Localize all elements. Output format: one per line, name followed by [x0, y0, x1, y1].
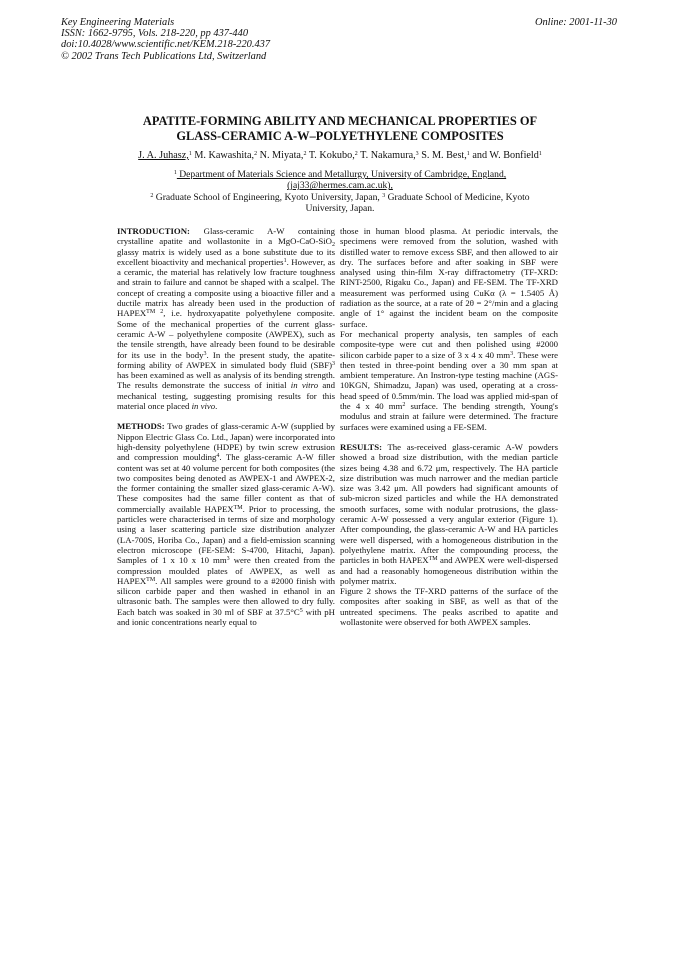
affiliation-kyoto-cont: University, Japan. [305, 203, 375, 215]
body-text: . Prior to processing, the particles were characterised in terms of size and morphology using a laser scattering particle size distribution analyzer (LA-700S, Horiba Co., Japan) and a field-emission scanning electron microscope (FE-SEM: S-4700, Hitachi, Japan). Samples of 1 x 10 x 10 mm [117, 503, 335, 566]
affil-kyoto-med-text: Graduate School of Medicine, Kyoto [385, 191, 530, 203]
author-kokubo: T. Kokubo, [306, 150, 355, 161]
body-text: . All samples were ground to a #2000 finish with silicon carbide paper and then washed in ethanol in an ultrasonic bath. The samples were then allowed to dry fully. Each batch was soaked in 30 ml of SBF at 37.5°C [117, 575, 335, 617]
copyright-line: © 2002 Trans Tech Publications Ltd, Switzerland [61, 50, 267, 62]
journal-header [61, 17, 617, 62]
body-text: and AWPEX were well-dispersed and had a reasonably homogeneous distribution within the polymer matrix. [340, 555, 558, 586]
body-text: . The glass-ceramic A-W filler content was set at 40 volume percent for both composites (the two composites being denoted as AWPEX-1 and AWPEX-2, the former containing the smaller sized glass-ceramic A-W). These composites had the same filler content as that of commercially available HAPEX [117, 452, 335, 514]
italic-term: in vivo [191, 401, 216, 412]
body-text: with pH and ionic concentrations nearly equal to [117, 606, 335, 627]
left-column [117, 226, 335, 627]
body-text: and mechanical testing, suggesting promising results for this material once placed [117, 380, 335, 412]
affiliation-cambridge [110, 169, 570, 180]
results-figure-paragraph: Figure 2 shows the TF-XRD patterns of the surface of the composites after soaking in SBF, as well as that of the untreated specimens. The peaks ascribed to apatite and wollastonite were observed for both AWPEX samples. [340, 586, 558, 627]
online-date: Online: 2001-11-30 [534, 17, 617, 28]
author-bonfield: and W. Bonfield [469, 150, 539, 161]
author-kawashita: M. Kawashita, [191, 150, 255, 161]
journal-name: Key Engineering Materials [61, 17, 175, 28]
body-text: , i.e. hydroxyapatite polyethylene composite. Some of the mechanical properties of the current glass-ceramic A-W – polyethylene composite (AWPEX), such as the tensile strength, have already been found to be desirable for its use in the body [117, 308, 335, 360]
author-affil-mark: 1 [538, 151, 542, 157]
body-text: Two grades of glass-ceramic A-W (supplied by Nippon Electric Glass Co. Ltd., Japan) were incorporated into high-density polyethylene (HDPE) by twin screw extrusion and compression moulding [117, 421, 335, 463]
affil-mark: 1 [173, 170, 177, 176]
superscript: 3 [226, 556, 230, 563]
body-text: . However, as a ceramic, the material has relatively low fracture toughness and strain to failure and cannot be shaped with a scalpel. The concept of creating a composite using a bioactive filler and a ductile matrix has already been used in the production of HAPEX [117, 256, 335, 319]
reference-mark: 3 [203, 350, 207, 357]
trademark-mark: TM [428, 556, 438, 563]
superscript: 3 [510, 350, 514, 357]
title-line-2: GLASS-CERAMIC A-W–POLYETHYLENE COMPOSITES [176, 129, 504, 143]
author-affil-mark: 2 [303, 151, 307, 157]
author-affil-mark: 3 [415, 151, 419, 157]
email-link[interactable]: (jaj33@hermes.cam.ac.uk), [287, 180, 393, 192]
author-juhasz: J. A. Juhasz, [138, 150, 189, 161]
introduction-paragraph [117, 226, 335, 411]
author-affil-mark: 1 [188, 151, 192, 157]
section-heading: INTRODUCTION: [117, 226, 190, 236]
affil-mark: 3 [382, 192, 386, 199]
paper-title [90, 114, 590, 144]
methods-continued-paragraph: those in human blood plasma. At periodic intervals, the specimens were removed from the solution, washed with distilled water to remove excess SBF, and then allowed to air dry. The surfaces before and after soaking in SBF were analysed using thin-film X-ray diffractometry (TF-XRD: RINT-2500, Rigaku Co., Japan) and FE-SEM. The TF-XRD measurement was performed using CuKα (λ = 1.5405 Å) radiation as the source, at a rate of 2θ = 2°/min and a glacing angle of 1° against the incident beam on the composite surface. [340, 226, 558, 329]
reference-mark: 5 [299, 607, 303, 614]
reference-mark: 4 [216, 453, 220, 460]
superscript: 2 [402, 402, 406, 409]
body-text: glassy matrix is widely used as a bone substitute due to its excellent bioactivity and mechanical properties [117, 246, 335, 267]
right-column [340, 226, 558, 627]
results-paragraph [340, 442, 558, 586]
section-heading: METHODS: [117, 421, 165, 432]
italic-term: in vitro [290, 380, 319, 391]
affiliation-email[interactable] [110, 180, 570, 191]
affil-kyoto-eng-text: Graduate School of Engineering, Kyoto University, Japan, [153, 191, 383, 203]
body-text: For mechanical property analysis, ten samples of each composite-type were cut and then polished using #2000 silicon carbide paper to a size of 3 x 4 x 40 mm [340, 328, 558, 360]
body-text: has been examined as well as analysis of its bending strength. The results demonstrate the success of initial [117, 370, 335, 391]
subscript: 2 [332, 242, 335, 249]
body-text: . [215, 401, 218, 412]
body-text: . These were then tested in three-point bending over a 30 mm span at ambient temperature. An Instron-type testing machine (AGS-10KGN, Shimadzu, Japan) was used, operating at a cross-head speed of 0.5mm/min. The load was applied mid-span of the 4 x 40 mm [340, 349, 559, 412]
author-best: S. M. Best, [418, 150, 467, 161]
body-text: Glass-ceramic A-W containing crystalline apatite and wollastonite in a MgO-CaO-SiO [117, 226, 335, 247]
affil-mark: 2 [150, 192, 154, 199]
trademark-mark: TM 2 [146, 309, 164, 316]
affil-cambridge-text: Department of Materials Science and Metallurgy, University of Cambridge, England, [176, 169, 507, 180]
reference-mark: 3 [332, 360, 335, 367]
methods-paragraph [117, 421, 335, 627]
doi-line: doi:10.4028/www.scientific.net/KEM.218-220.437 [61, 39, 271, 51]
issn-line: ISSN: 1662-9795, Vols. 218-220, pp 437-440 [61, 28, 249, 40]
mechanical-testing-paragraph [340, 329, 558, 432]
author-affil-mark: 1 [466, 151, 470, 157]
author-affil-mark: 2 [254, 151, 258, 157]
body-text: were then created from the compression moulded plates of AWPEX, as well as HAPEX [117, 555, 335, 586]
author-nakamura: T. Nakamura, [357, 150, 416, 161]
title-line-1: APATITE-FORMING ABILITY AND MECHANICAL PROPERTIES OF [142, 114, 538, 128]
author-miyata: N. Miyata, [257, 150, 304, 161]
trademark-mark: TM [146, 576, 156, 583]
affiliation-kyoto [110, 192, 570, 203]
body-text: The as-received glass-ceramic A-W powders showed a broad size distribution, with the median particle sizes being 4.38 and 6.72 μm, respectively. The HA particle size distribution was much narrower and the median particle size was 3.42 μm. All powders had significant amounts of sub-micron sized particles and while the HA demonstrated smooth surfaces, some with nodular protrusions, the glass-ceramic A-W possessed a very angular exterior (Figure 1). After compounding, the glass-ceramic A-W and HA particles were well dispersed, with a homogeneous distribution in the polyethylene matrix. After the compounding process, the particles in both HAPEX [340, 441, 558, 566]
body-text: . In the present study, the apatite-forming ability of AWPEX in simulated body fluid (SBF) [117, 349, 335, 370]
section-heading: RESULTS: [340, 441, 382, 452]
author-list [90, 150, 590, 161]
body-text: surface. The bending strength, Young's modulus and strain at failure were determined. The fracture surfaces were examined using a FE-SEM. [340, 401, 558, 432]
trademark-mark: TM [233, 504, 243, 511]
affiliations [110, 169, 570, 215]
author-affil-mark: 2 [354, 151, 358, 157]
reference-mark: 1 [283, 257, 287, 264]
